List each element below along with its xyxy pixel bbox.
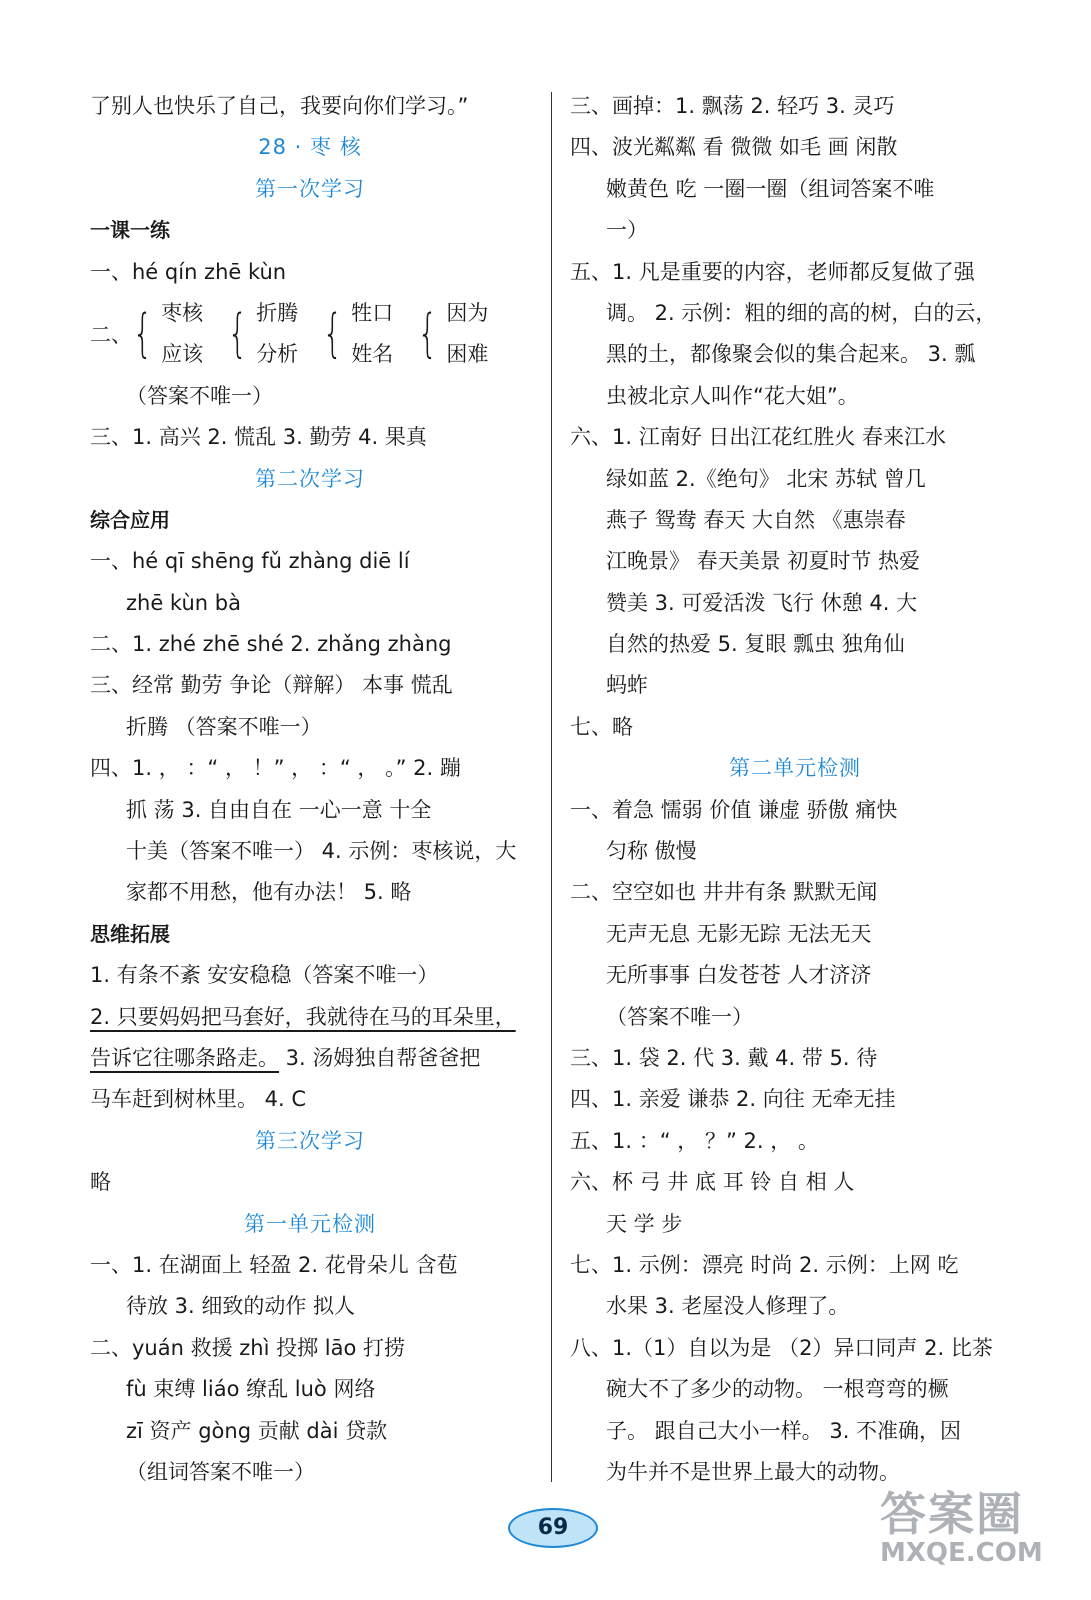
text-line: 嫩黄色 吃 一圈一圈（组词答案不唯	[606, 176, 935, 201]
subsection-title: 一课一练	[90, 218, 170, 243]
text-line: 家都不用愁，他有办法！ 5. 略	[126, 880, 412, 905]
word-bottom: 困难	[446, 342, 489, 367]
text-line: （答案不唯一）	[126, 383, 273, 408]
text-line: 无所事事 白发苍苍 人才济济	[606, 963, 872, 988]
text-line: 燕子 鸳鸯 春天 大自然 《惠崇春	[606, 507, 906, 532]
text-line: （组词答案不唯一）	[126, 1459, 315, 1484]
text-line: （答案不唯一）	[606, 1004, 753, 1029]
text-line: 虫被北京人叫作“花大姐”。	[606, 383, 859, 408]
text-line: 调。 2. 示例：粗的细的高的树，白的云，	[606, 300, 997, 325]
text-line: 碗大不了多少的动物。 一根弯弯的橛	[606, 1377, 949, 1402]
text-line: 匀称 傲慢	[606, 839, 697, 864]
text-line: 折腾 （答案不唯一）	[126, 714, 322, 739]
text-line: 1. 有条不紊 安安稳稳（答案不唯一）	[90, 963, 439, 988]
word-pair	[411, 293, 488, 376]
text-line: 六、1. 江南好 日出江花红胜火 春来江水	[570, 425, 947, 450]
text-line: 一、着急 懦弱 价值 谦虚 骄傲 痛快	[570, 797, 898, 822]
right-column	[570, 86, 1020, 1493]
word-pair	[126, 293, 203, 376]
text-line: 五、1. ：“ ， ？” 2. ， 。	[570, 1128, 819, 1153]
text-line: 五、1. 凡是重要的内容，老师都反复做了强	[570, 259, 975, 284]
underlined-answer: 告诉它往哪条路走。	[90, 1046, 279, 1070]
text-line: 待放 3. 细致的动作 拟人	[126, 1294, 356, 1319]
text-line: 八、1.（1）自以为是 （2）异口同声 2. 比茶	[570, 1335, 993, 1360]
section-title: 第一单元检测	[244, 1211, 376, 1236]
word-top: 折腾	[256, 300, 299, 325]
word-bottom: 分析	[256, 342, 299, 367]
text-line	[90, 1038, 530, 1079]
text-line: 马车赶到树林里。 4. C	[90, 1087, 307, 1112]
section-title: 第一次学习	[255, 176, 365, 201]
text-line: 自然的热爱 5. 复眼 瓢虫 独角仙	[606, 632, 905, 657]
text-line: 无声无息 无影无踪 无法无天	[606, 921, 872, 946]
text-line: 七、1. 示例：漂亮 时尚 2. 示例：上网 吃	[570, 1252, 959, 1277]
text-line: 了别人也快乐了自己，我要向你们学习。”	[90, 94, 469, 118]
watermark-text: 答案圈	[880, 1487, 1024, 1541]
text-line: 三、1. 高兴 2. 慌乱 3. 勤劳 4. 果真	[90, 425, 427, 450]
text-line: 二、yuán 救援 zhì 投掷 lāo 打捞	[90, 1335, 406, 1360]
text-line: 天 学 步	[606, 1211, 683, 1236]
brace-icon: {	[227, 304, 248, 365]
text-line: 一、1. 在湖面上 轻盈 2. 花骨朵儿 含苞	[90, 1252, 458, 1277]
column-divider	[551, 92, 552, 1482]
text-line: zī 资产 gòng 贡献 dài 贷款	[126, 1418, 388, 1443]
word-bottom: 应该	[161, 342, 204, 367]
text-line: 蚂蚱	[606, 673, 648, 698]
text-line: 子。 跟自己大小一样。 3. 不准确，因	[606, 1418, 962, 1443]
text-line: 一、hé qín zhē kùn	[90, 259, 287, 284]
text-line: 四、1. ， ：“ ， ！” ， ：“ ， 。” 2. 蹦	[90, 756, 461, 781]
section-title: 第二次学习	[255, 466, 365, 491]
text-line: 四、1. 亲爱 谦恭 2. 向往 无牵无挂	[570, 1087, 896, 1112]
word-pair	[221, 293, 298, 376]
text-line: fù 束缚 liáo 缭乱 luò 网络	[126, 1377, 376, 1402]
section-title: 第二单元检测	[729, 756, 861, 781]
underlined-answer: 2. 只要妈妈把马套好，我就待在马的耳朵里，	[90, 1004, 516, 1029]
text-line: 六、杯 弓 井 底 耳 铃 自 相 人	[570, 1170, 855, 1195]
text-span: 3. 汤姆独自帮爸爸把	[279, 1046, 481, 1070]
text-line: 一）	[606, 218, 648, 243]
text-line: 绿如蓝 2.《绝句》 北宋 苏轼 曾几	[606, 466, 926, 491]
text-line: 略	[90, 1170, 111, 1195]
word-bottom: 姓名	[351, 342, 394, 367]
brace-icon: {	[417, 304, 438, 365]
text-line: 三、画掉：1. 飘荡 2. 轻巧 3. 灵巧	[570, 94, 895, 118]
text-line: 为牛并不是世界上最大的动物。	[606, 1459, 900, 1484]
text-line: 十美（答案不唯一） 4. 示例：枣核说，大	[126, 839, 517, 864]
text-line: 三、1. 袋 2. 代 3. 戴 4. 带 5. 待	[570, 1045, 878, 1070]
text-line: 江晚景》 春天美景 初夏时节 热爱	[606, 549, 921, 574]
text-line: 二、空空如也 井井有条 默默无闻	[570, 880, 878, 905]
brace-icon: {	[322, 304, 343, 365]
subsection-title: 思维拓展	[90, 921, 170, 946]
text-line: 二、1. zhé zhē shé 2. zhǎng zhàng	[90, 632, 452, 657]
text-line: 七、略	[570, 714, 633, 739]
word-pair	[316, 293, 393, 376]
left-column	[90, 86, 530, 1493]
word-pair-groups	[90, 293, 530, 376]
text-line: 三、经常 勤劳 争论（辩解） 本事 慌乱	[90, 673, 453, 698]
text-line: 黑的土，都像聚会似的集合起来。 3. 瓢	[606, 342, 976, 367]
watermark-url: MXQE.COM	[880, 1538, 1043, 1568]
text-line: 水果 3. 老屋没人修理了。	[606, 1294, 850, 1319]
text-line: 一、hé qī shēng fǔ zhàng diē lí	[90, 549, 410, 574]
word-top: 因为	[446, 300, 489, 325]
brace-icon: {	[132, 304, 153, 365]
text-line: zhē kùn bà	[126, 590, 241, 615]
text-line: 赞美 3. 可爱活泼 飞行 休憩 4. 大	[606, 590, 918, 615]
subsection-title: 综合应用	[90, 507, 170, 532]
word-top: 牲口	[351, 300, 394, 325]
page-number: 69	[508, 1508, 598, 1548]
watermark-logo	[880, 1478, 1080, 1588]
text-line: 四、波光粼粼 看 微微 如毛 画 闲散	[570, 135, 898, 160]
section-title: 第三次学习	[255, 1128, 365, 1153]
lesson-title: 28 · 枣 核	[258, 135, 362, 160]
text-line: 抓 荡 3. 自由自在 一心一意 十全	[126, 797, 432, 822]
item-number: 二、	[90, 323, 132, 348]
word-top: 枣核	[161, 300, 204, 325]
